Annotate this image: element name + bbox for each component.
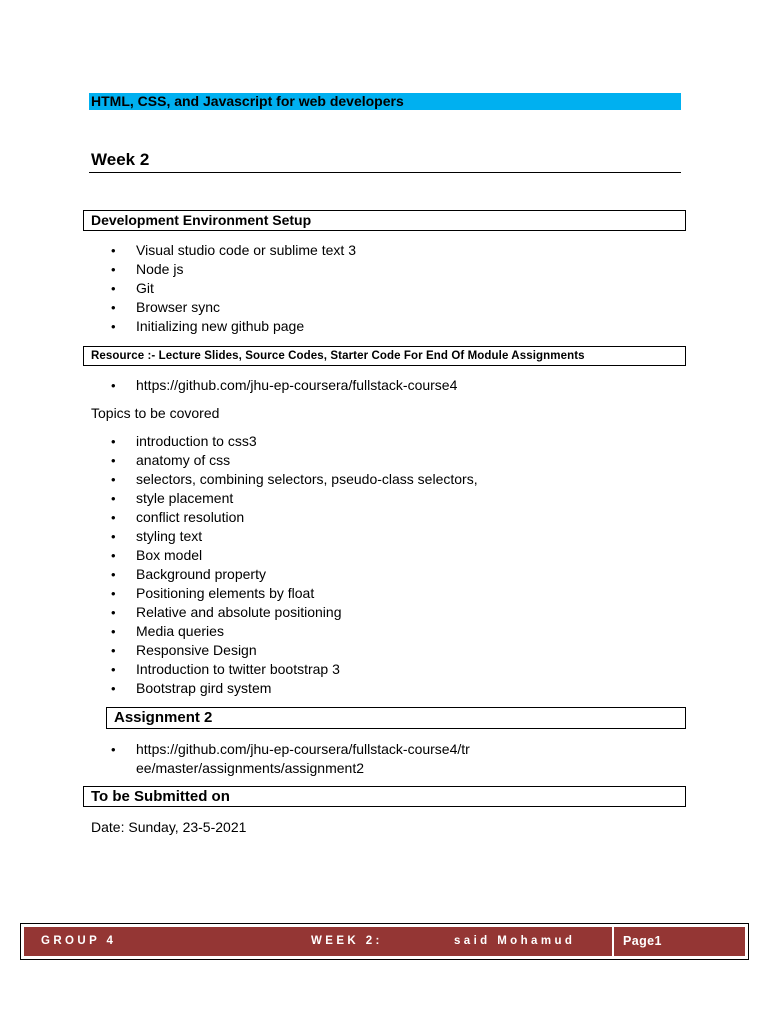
- bullet-icon: •: [111, 453, 116, 468]
- dev-setup-heading: Development Environment Setup: [83, 210, 686, 231]
- bullet-icon: •: [111, 319, 116, 334]
- resource-link[interactable]: • https://github.com/jhu-ep-coursera/fullstack-course4: [111, 377, 458, 393]
- list-item: • Browser sync: [111, 299, 221, 315]
- resource-list: [111, 376, 457, 395]
- footer-week: WEEK 2:: [311, 935, 383, 947]
- footer-bar: [24, 927, 745, 956]
- list-item: • selectors, combining selectors, pseudo-class selectors,: [111, 471, 478, 487]
- bullet-icon: •: [111, 378, 116, 393]
- bullet-icon: •: [111, 742, 116, 757]
- list-item: • styling text: [111, 528, 203, 544]
- bullet-icon: •: [111, 491, 116, 506]
- bullet-icon: •: [111, 681, 116, 696]
- week-heading-rule: [89, 172, 681, 173]
- page-footer: [20, 923, 749, 960]
- list-item: • Node js: [111, 261, 184, 277]
- list-item: • introduction to css3: [111, 433, 257, 449]
- bullet-icon: •: [111, 510, 116, 525]
- list-item: • Background property: [111, 566, 266, 582]
- topics-label: Topics to be covored: [91, 405, 220, 421]
- bullet-icon: •: [111, 548, 116, 563]
- bullet-icon: •: [111, 662, 116, 677]
- document-title: HTML, CSS, and Javascript for web developers: [89, 93, 681, 110]
- bullet-icon: •: [111, 262, 116, 277]
- bullet-icon: •: [111, 567, 116, 582]
- bullet-icon: •: [111, 624, 116, 639]
- bullet-icon: •: [111, 529, 116, 544]
- assignment-heading: Assignment 2: [106, 707, 686, 729]
- bullet-icon: •: [111, 281, 116, 296]
- list-item: • Initializing new github page: [111, 318, 305, 334]
- resource-heading: Resource :- Lecture Slides, Source Codes, Starter Code For End Of Module Assignments: [83, 346, 686, 366]
- list-item: • Bootstrap gird system: [111, 680, 272, 696]
- list-item: • Introduction to twitter bootstrap 3: [111, 661, 340, 677]
- dev-setup-list: [111, 241, 356, 336]
- footer-group: GROUP 4: [41, 935, 117, 947]
- list-item: • Visual studio code or sublime text 3: [111, 242, 356, 258]
- footer-divider: [612, 927, 614, 956]
- bullet-icon: •: [111, 605, 116, 620]
- bullet-icon: •: [111, 586, 116, 601]
- bullet-icon: •: [111, 643, 116, 658]
- footer-author: said Mohamud: [454, 935, 576, 947]
- list-item: • anatomy of css: [111, 452, 231, 468]
- assignment-link[interactable]: • https://github.com/jhu-ep-coursera/fullstack-course4/tree/master/assignments/assignment2: [111, 741, 470, 776]
- bullet-icon: •: [111, 243, 116, 258]
- list-item: • Media queries: [111, 623, 224, 639]
- list-item: • Git: [111, 280, 154, 296]
- list-item: • Relative and absolute positioning: [111, 604, 342, 620]
- topics-list: [111, 432, 478, 698]
- submission-date: Date: Sunday, 23-5-2021: [91, 819, 247, 835]
- list-item: • Responsive Design: [111, 642, 257, 658]
- footer-page-number: Page1: [623, 934, 662, 948]
- bullet-icon: •: [111, 434, 116, 449]
- list-item: • Box model: [111, 547, 203, 563]
- list-item: • Positioning elements by float: [111, 585, 315, 601]
- bullet-icon: •: [111, 300, 116, 315]
- list-item: • conflict resolution: [111, 509, 245, 525]
- week-heading: Week 2: [91, 150, 150, 169]
- assignment-list: [111, 740, 476, 778]
- list-item: • style placement: [111, 490, 234, 506]
- bullet-icon: •: [111, 472, 116, 487]
- submission-heading: To be Submitted on: [83, 786, 686, 807]
